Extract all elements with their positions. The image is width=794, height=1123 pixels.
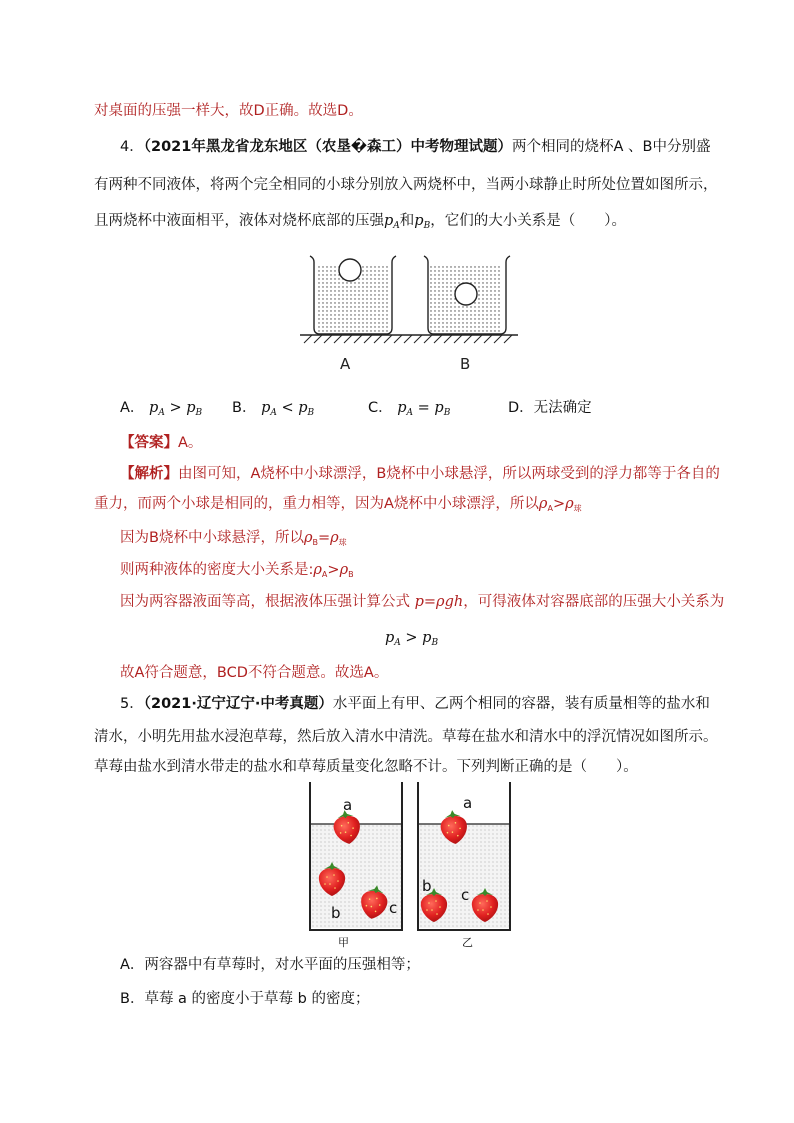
q4-stem-line-3 [94, 211, 626, 236]
q5-option-b: B．草莓 a 的密度小于草莓 b 的密度； [120, 991, 370, 1007]
q4-formula: $p_A > p_B$ [385, 630, 439, 648]
q4-conclusion: 故A符合题意，BCD不符合题意。故选A。 [120, 665, 389, 681]
q4-number: 4． [120, 139, 144, 155]
fig-label-b: B [460, 355, 471, 373]
q4-stem-line-1 [120, 137, 710, 157]
q4-stem-3a: 且两烧杯中液面相平，液体对烧杯底部的压强 [94, 213, 384, 229]
ground-hatch [300, 335, 518, 343]
q4-answer: 【答案】A。 [120, 435, 203, 451]
fig-label-a: A [340, 355, 351, 373]
label-yi: 乙 [462, 936, 473, 949]
label-c-yi: c [461, 886, 470, 904]
q4-option-d: D．无法确定 [508, 400, 592, 416]
q5-stem-line-2: 清水，小明先用盐水浸泡草莓，然后放入清水中清洗。草莓在盐水和清水中的浮沉情况如图所示。 [94, 729, 718, 745]
ball-a [339, 259, 361, 281]
container-yi [418, 782, 510, 930]
container-jia [310, 782, 402, 930]
q4-source: （2021年黑龙省龙东地区（农垦�森工）中考物理试题） [143, 139, 512, 155]
label-a-jia: a [343, 796, 353, 814]
q5-stem-1: 水平面上有甲、乙两个相同的容器，装有质量相等的盐水和 [332, 696, 710, 712]
label-b-jia: b [331, 904, 341, 922]
q5-number: 5． [120, 696, 144, 712]
q4-beakers-figure [290, 250, 520, 375]
q5-source: （2021·辽宁辽宁·中考真题） [143, 696, 333, 712]
beaker-b [424, 256, 510, 334]
q4-analysis-line-5: 因为两容器液面等高，根据液体压强计算公式 p=ρgh，可得液体对容器底部的压强大小关系为 [120, 594, 725, 610]
q4-analysis-line-2: 重力，而两个小球是相同的，重力相等，因为A烧杯中小球漂浮，所以$\rho_A>\rho_球$ [94, 496, 582, 513]
q4-stem-3c: ，它们的大小关系是（ ）。 [430, 213, 626, 229]
q4-pB: $p_B$ [414, 213, 431, 231]
q4-stem-line-2: 有两种不同液体，将两个完全相同的小球分别放入两烧杯中，当两小球静止时所处位置如图所示， [94, 177, 718, 193]
ball-b [455, 283, 477, 305]
q4-analysis-line-4: 则两种液体的密度大小关系是$:\rho_A>\rho_B$ [120, 562, 354, 579]
prev-answer-tail: 对桌面的压强一样大，故D正确。故选D。 [94, 103, 363, 119]
label-b-yi: b [422, 877, 432, 895]
q4-analysis-line-1: 【解析】由图可知，A烧杯中小球漂浮，B烧杯中小球悬浮，所以两球受到的浮力都等于各自的 [120, 466, 720, 482]
label-jia: 甲 [338, 936, 349, 949]
q4-stem-3b: 和 [399, 213, 415, 229]
q4-option-a: A． $p_A > p_B$ [120, 400, 203, 418]
q4-option-b: B． $p_A < p_B$ [232, 400, 315, 418]
beaker-a [310, 256, 396, 334]
q5-containers-figure [300, 780, 520, 950]
label-c-jia: c [389, 899, 398, 917]
q5-option-a: A．两容器中有草莓时，对水平面的压强相等； [120, 957, 420, 973]
q5-stem-line-1 [120, 694, 710, 714]
q4-pA: $p_A$ [384, 213, 400, 231]
q4-option-c: C． $p_A = p_B$ [368, 400, 451, 418]
q4-stem-1: 两个相同的烧杯A 、B中分别盛 [511, 139, 711, 155]
q4-analysis-line-3: 因为B烧杯中小球悬浮，所以$\rho_B=\rho_球$ [120, 530, 347, 547]
q5-stem-line-3: 草莓由盐水到清水带走的盐水和草莓质量变化忽略不计。下列判断正确的是（ ）。 [94, 759, 638, 775]
label-a-yi: a [463, 794, 473, 812]
